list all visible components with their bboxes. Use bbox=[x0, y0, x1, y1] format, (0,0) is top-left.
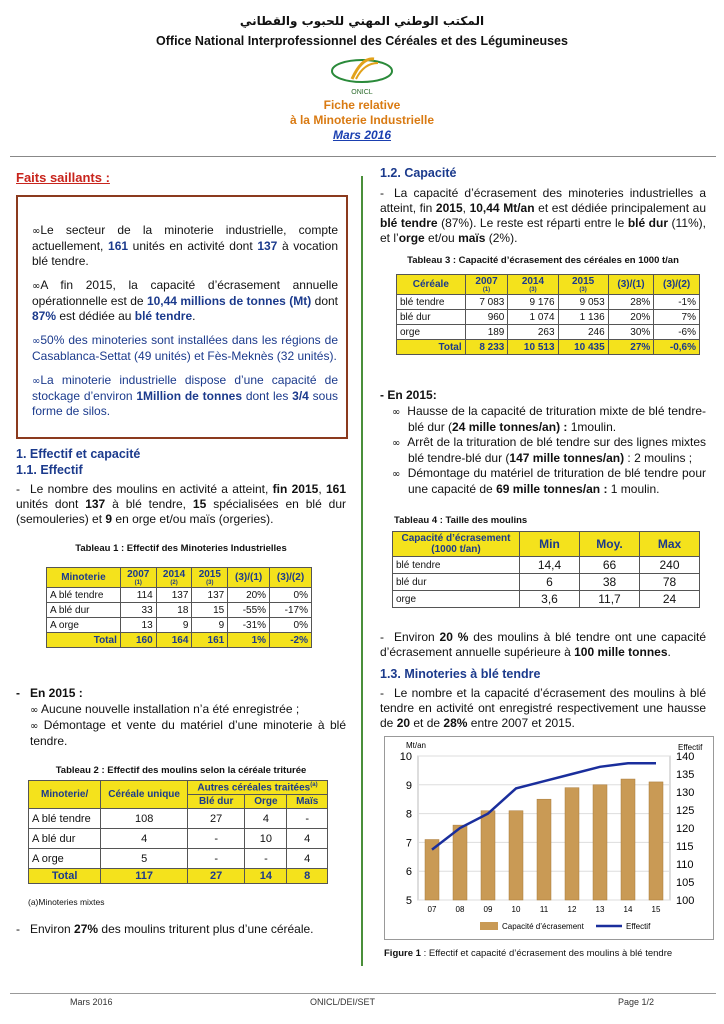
table-cell: blé dur bbox=[393, 574, 520, 591]
footer-divider bbox=[10, 993, 716, 994]
table-cell: Total bbox=[47, 633, 121, 648]
table-header-cell: Céréale bbox=[397, 275, 466, 295]
y-tick-label: 5 bbox=[405, 895, 412, 907]
table-cell: 7% bbox=[654, 310, 700, 325]
bullet-icon: ∞ bbox=[32, 226, 41, 237]
list-item: ∞ Hausse de la capacité de trituration mixte de blé tendre-blé dur (24 mille tonnes/an) : 1moulin. bbox=[392, 404, 707, 434]
table-header-row bbox=[29, 781, 328, 795]
table-header-cell: Maïs bbox=[287, 795, 328, 809]
table-cell: 114 bbox=[120, 588, 156, 603]
environ-20-text: - Environ 20 % des moulins à blé tendre ont une capacité d’écrasement annuelle supérieure à 100 mille tonnes. bbox=[380, 630, 707, 659]
faits-saillants-title: Faits saillants : bbox=[16, 170, 110, 185]
chart-bar bbox=[509, 811, 523, 900]
table-header-row bbox=[47, 568, 312, 588]
table-3 bbox=[396, 274, 700, 355]
table-cell: 20% bbox=[608, 310, 654, 325]
section-1-1-title: 1.1. Effectif bbox=[16, 463, 83, 477]
fiche-date: Mars 2016 bbox=[332, 128, 392, 142]
table-cell: Total bbox=[397, 340, 466, 355]
table-header-cell: Céréale unique bbox=[101, 781, 188, 809]
table-1 bbox=[46, 567, 312, 648]
table-cell: 4 bbox=[245, 809, 287, 829]
table-cell: 15 bbox=[192, 603, 228, 618]
table-cell: 33 bbox=[120, 603, 156, 618]
header-divider bbox=[10, 156, 716, 157]
column-divider bbox=[361, 176, 363, 966]
table-header-cell: (3)/(1) bbox=[228, 568, 270, 588]
fiche-title bbox=[0, 98, 724, 143]
y-tick-label: 6 bbox=[405, 866, 412, 879]
bullet-icon: ∞ bbox=[30, 721, 39, 732]
table-total-row bbox=[47, 633, 312, 648]
table-cell: 9 176 bbox=[508, 295, 558, 310]
en-2015-list bbox=[30, 702, 346, 749]
table-cell: 11,7 bbox=[580, 591, 640, 608]
table-cell: 3,6 bbox=[520, 591, 580, 608]
legend-label-effectif: Effectif bbox=[626, 922, 651, 931]
table-header-cell: Moy. bbox=[580, 532, 640, 557]
table-cell: 160 bbox=[120, 633, 156, 648]
table-cell: 13 bbox=[120, 618, 156, 633]
table-cell: 161 bbox=[192, 633, 228, 648]
table-2 bbox=[28, 780, 328, 884]
table-cell: blé dur bbox=[397, 310, 466, 325]
table-cell: 1 136 bbox=[558, 310, 608, 325]
footer-reference: ONICL/DEI/SET bbox=[310, 997, 376, 1007]
table-row bbox=[393, 591, 700, 608]
table-cell: 9 bbox=[156, 618, 192, 633]
table-cell: 14,4 bbox=[520, 557, 580, 574]
x-tick-label: 10 bbox=[511, 905, 521, 914]
x-tick-label: 08 bbox=[455, 905, 465, 914]
section-1-3-title: 1.3. Minoteries à blé tendre bbox=[380, 667, 541, 681]
table-header-cell: 2014 (2) bbox=[156, 568, 192, 588]
arabic-office-name: المكتب الوطني المهني للحبوب والقطاني bbox=[239, 14, 485, 28]
x-tick-label: 14 bbox=[623, 905, 633, 914]
table-header-cell: (3)/(2) bbox=[270, 568, 312, 588]
bullet-icon: ∞ bbox=[32, 336, 41, 347]
y-tick-label: 9 bbox=[405, 779, 412, 792]
table-cell: 20% bbox=[228, 588, 270, 603]
fiche-line2: à la Minoterie Industrielle bbox=[289, 113, 435, 127]
table-cell: - bbox=[187, 829, 244, 849]
table-row bbox=[47, 618, 312, 633]
section-1-2-text: - La capacité d’écrasement des minoteries industrielles a atteint, fin 2015, 10,44 Mt/an et est dédiée principalement au blé tendre (87%). Le reste est réparti entre le blé dur (11%), et l’orge et/ou maïs (2%). bbox=[380, 186, 707, 245]
table-cell: -6% bbox=[654, 325, 700, 340]
table-header-cell: Autres céréales traitées$^{(a)}$ bbox=[187, 781, 327, 795]
table-1-caption: Tableau 1 : Effectif des Minoteries Industrielles bbox=[75, 543, 287, 554]
table-cell: 24 bbox=[640, 591, 700, 608]
table-cell: -1% bbox=[654, 295, 700, 310]
table-header-cell: Orge bbox=[245, 795, 287, 809]
table-cell: 960 bbox=[465, 310, 508, 325]
table-cell: 4 bbox=[287, 849, 328, 869]
table-cell: 0% bbox=[270, 618, 312, 633]
table-cell: blé tendre bbox=[393, 557, 520, 574]
table-cell: 10 bbox=[245, 829, 287, 849]
table-4 bbox=[392, 531, 700, 608]
table-row bbox=[29, 809, 328, 829]
table-cell: 137 bbox=[156, 588, 192, 603]
table-cell: 108 bbox=[101, 809, 188, 829]
table-cell: 8 233 bbox=[465, 340, 508, 355]
table-cell: -2% bbox=[270, 633, 312, 648]
table-cell: A orge bbox=[47, 618, 121, 633]
y2-tick-label: 140 bbox=[676, 751, 695, 763]
table-cell: 1% bbox=[228, 633, 270, 648]
table-cell: orge bbox=[397, 325, 466, 340]
table-cell: - bbox=[187, 849, 244, 869]
x-tick-label: 09 bbox=[483, 905, 493, 914]
table-cell: 164 bbox=[156, 633, 192, 648]
legend-label-capacite: Capacité d’écrasement bbox=[502, 922, 584, 931]
y-tick-label: 7 bbox=[405, 837, 412, 850]
table-header-row bbox=[397, 275, 700, 295]
bullet-icon: ∞ bbox=[30, 705, 39, 716]
svg-text:ONICL: ONICL bbox=[351, 89, 373, 96]
faits-saillants-box bbox=[16, 195, 348, 439]
table-row bbox=[393, 557, 700, 574]
table-cell: 27 bbox=[187, 809, 244, 829]
table-cell: 4 bbox=[287, 829, 328, 849]
table-header-cell: Max bbox=[640, 532, 700, 557]
y2-tick-label: 125 bbox=[676, 805, 695, 817]
table-header-cell: (3)/(1) bbox=[608, 275, 654, 295]
y2-tick-label: 110 bbox=[676, 859, 694, 871]
table-cell: A blé dur bbox=[47, 603, 121, 618]
table-row bbox=[29, 849, 328, 869]
table-cell: -55% bbox=[228, 603, 270, 618]
bullet-icon: ∞ bbox=[392, 438, 401, 449]
table-header-cell: (3)/(2) bbox=[654, 275, 700, 295]
x-tick-label: 13 bbox=[595, 905, 605, 914]
table-total-row bbox=[397, 340, 700, 355]
table-row bbox=[397, 310, 700, 325]
fiche-line1: Fiche relative bbox=[323, 98, 401, 112]
footer-date: Mars 2016 bbox=[70, 997, 113, 1007]
table-4-caption: Tableau 4 : Taille des moulins bbox=[394, 515, 528, 526]
bullet-icon: ∞ bbox=[32, 281, 41, 292]
y2-tick-label: 105 bbox=[676, 877, 695, 889]
figure-1-chart bbox=[384, 736, 714, 940]
table-cell: -31% bbox=[228, 618, 270, 633]
table-cell: 4 bbox=[101, 829, 188, 849]
environ-27-text: - Environ 27% des moulins triturent plus d’une céréale. bbox=[16, 922, 314, 936]
table-row bbox=[47, 603, 312, 618]
footer-page: Page 1/2 bbox=[618, 997, 655, 1007]
table-cell: 117 bbox=[101, 869, 188, 884]
list-item: ∞ Démontage du matériel de trituration de blé tendre pour une capacité de 69 mille tonnes/an : 1 moulin. bbox=[392, 466, 707, 496]
table-cell: 28% bbox=[608, 295, 654, 310]
section-1-3-text: - Le nombre et la capacité d’écrasement des moulins à blé tendre en activité ont enregistré respectivement une hausse de 20 et de 28% entre 2007 et 2015. bbox=[380, 686, 706, 730]
onicl-logo bbox=[322, 55, 402, 97]
table-cell: 9 bbox=[192, 618, 228, 633]
table-2-note: (a)Minoteries mixtes bbox=[28, 897, 105, 907]
bullet-icon: ∞ bbox=[392, 407, 401, 418]
table-2-caption: Tableau 2 : Effectif des moulins selon la céréale triturée bbox=[55, 765, 307, 776]
section-1-title: 1. Effectif et capacité bbox=[16, 447, 141, 461]
table-cell: 10 435 bbox=[558, 340, 608, 355]
table-cell: 27 bbox=[187, 869, 244, 884]
bullet-icon: ∞ bbox=[392, 469, 401, 480]
table-cell: 0% bbox=[270, 588, 312, 603]
table-total-row bbox=[29, 869, 328, 884]
table-cell: - bbox=[287, 809, 328, 829]
fait-2: ∞A fin 2015, la capacité d’écrasement annuelle opérationnelle est de 10,44 millions de tonnes (Mt) dont 87% est dédiée au blé tendre. bbox=[32, 278, 339, 323]
table-cell: A blé dur bbox=[29, 829, 101, 849]
fait-3: ∞50% des minoteries sont installées dans les régions de Casablanca-Settat (49 unités) et Fès-Meknès (32 unités). bbox=[32, 333, 338, 363]
x-tick-label: 15 bbox=[651, 905, 661, 914]
y-tick-label: 8 bbox=[405, 808, 412, 821]
table-3-caption: Tableau 3 : Capacité d’écrasement des céréales en 1000 t/an bbox=[407, 255, 679, 266]
table-cell: 246 bbox=[558, 325, 608, 340]
table-cell: 137 bbox=[192, 588, 228, 603]
table-cell: orge bbox=[393, 591, 520, 608]
table-header-cell: Blé dur bbox=[187, 795, 244, 809]
table-row bbox=[397, 295, 700, 310]
table-row bbox=[397, 325, 700, 340]
chart-bar bbox=[453, 825, 467, 900]
table-cell: 30% bbox=[608, 325, 654, 340]
section-1-2-title: 1.2. Capacité bbox=[380, 166, 457, 180]
list-item: ∞ Démontage et vente du matériel d’une minoterie à blé tendre. bbox=[30, 718, 346, 748]
y2-axis-label: Effectif bbox=[678, 743, 703, 752]
table-header-cell: Minoterie/ bbox=[29, 781, 101, 809]
fait-4: ∞La minoterie industrielle dispose d’une capacité de stockage d’environ 1Million de tonnes dont les 3/4 sous forme de silos. bbox=[32, 373, 338, 418]
table-header-cell: 2015 (3) bbox=[192, 568, 228, 588]
table-header-cell: Min bbox=[520, 532, 580, 557]
bullet-icon: ∞ bbox=[32, 376, 41, 387]
table-header-row bbox=[393, 532, 700, 557]
en-2015-heading: - En 2015 : bbox=[16, 686, 83, 700]
table-cell: Total bbox=[29, 869, 101, 884]
page-header bbox=[0, 14, 724, 48]
table-cell: 10 513 bbox=[508, 340, 558, 355]
table-cell: 27% bbox=[608, 340, 654, 355]
chart-bar bbox=[593, 785, 607, 900]
table-cell: -0,6% bbox=[654, 340, 700, 355]
en-2015-b-list bbox=[392, 404, 706, 497]
legend-swatch-bar bbox=[480, 922, 498, 930]
table-cell: 7 083 bbox=[465, 295, 508, 310]
x-tick-label: 12 bbox=[567, 905, 577, 914]
x-tick-label: 07 bbox=[427, 905, 437, 914]
list-item: ∞ Arrêt de la trituration de blé tendre sur des lignes mixtes blé tendre-blé dur (147 mille tonnes/an) : 2 moulins ; bbox=[392, 435, 706, 465]
table-cell: - bbox=[245, 849, 287, 869]
chart-bar bbox=[621, 779, 635, 900]
chart-bar bbox=[537, 799, 551, 900]
table-cell: A blé tendre bbox=[47, 588, 121, 603]
y-tick-label: 10 bbox=[399, 751, 412, 763]
table-cell: 18 bbox=[156, 603, 192, 618]
y2-tick-label: 130 bbox=[676, 787, 695, 799]
table-cell: A orge bbox=[29, 849, 101, 869]
table-cell: blé tendre bbox=[397, 295, 466, 310]
table-cell: 240 bbox=[640, 557, 700, 574]
table-row bbox=[393, 574, 700, 591]
office-name: Office National Interprofessionnel des Céréales et des Légumineuses bbox=[156, 34, 568, 48]
table-header-cell: 2007 (1) bbox=[120, 568, 156, 588]
fait-1: ∞Le secteur de la minoterie industrielle, compte actuellement, 161 unités en activité dont 137 à vocation blé tendre. bbox=[32, 223, 338, 268]
table-cell: 66 bbox=[580, 557, 640, 574]
y2-tick-label: 100 bbox=[676, 895, 695, 907]
table-cell: 9 053 bbox=[558, 295, 608, 310]
list-item: ∞ Aucune nouvelle installation n’a été enregistrée ; bbox=[30, 702, 300, 716]
en-2015-b-heading: - En 2015: bbox=[380, 388, 437, 402]
y2-tick-label: 115 bbox=[676, 841, 694, 853]
table-cell: 1 074 bbox=[508, 310, 558, 325]
table-row bbox=[29, 829, 328, 849]
table-cell: 8 bbox=[287, 869, 328, 884]
chart-bar bbox=[481, 811, 495, 900]
table-cell: -17% bbox=[270, 603, 312, 618]
table-cell: A blé tendre bbox=[29, 809, 101, 829]
table-cell: 38 bbox=[580, 574, 640, 591]
table-header-cell: 2014 (3) bbox=[508, 275, 558, 295]
table-cell: 189 bbox=[465, 325, 508, 340]
chart-bar bbox=[565, 788, 579, 900]
table-header-cell: Minoterie bbox=[47, 568, 121, 588]
figure-1-caption: Figure 1 : Effectif et capacité d’écrasement des moulins à blé tendre bbox=[384, 948, 673, 959]
y2-tick-label: 120 bbox=[676, 823, 695, 835]
table-cell: 6 bbox=[520, 574, 580, 591]
table-header-cell: 2007 (1) bbox=[465, 275, 508, 295]
section-1-1-text: - Le nombre des moulins en activité a atteint, fin 2015, 161 unités dont 137 à blé tendre, 15 spécialisées en blé dur (semouleries) et 9 en orge et/ou maïs (orgeries). bbox=[16, 482, 346, 526]
table-cell: 14 bbox=[245, 869, 287, 884]
table-header-cell: Capacité d’écrasement (1000 t/an) bbox=[393, 532, 520, 557]
y-axis-label: Mt/an bbox=[406, 741, 427, 750]
table-row bbox=[47, 588, 312, 603]
table-cell: 263 bbox=[508, 325, 558, 340]
chart-bar bbox=[649, 782, 663, 900]
table-cell: 5 bbox=[101, 849, 188, 869]
y2-tick-label: 135 bbox=[676, 769, 695, 781]
x-tick-label: 11 bbox=[539, 905, 549, 914]
table-header-cell: 2015 (3) bbox=[558, 275, 608, 295]
table-cell: 78 bbox=[640, 574, 700, 591]
